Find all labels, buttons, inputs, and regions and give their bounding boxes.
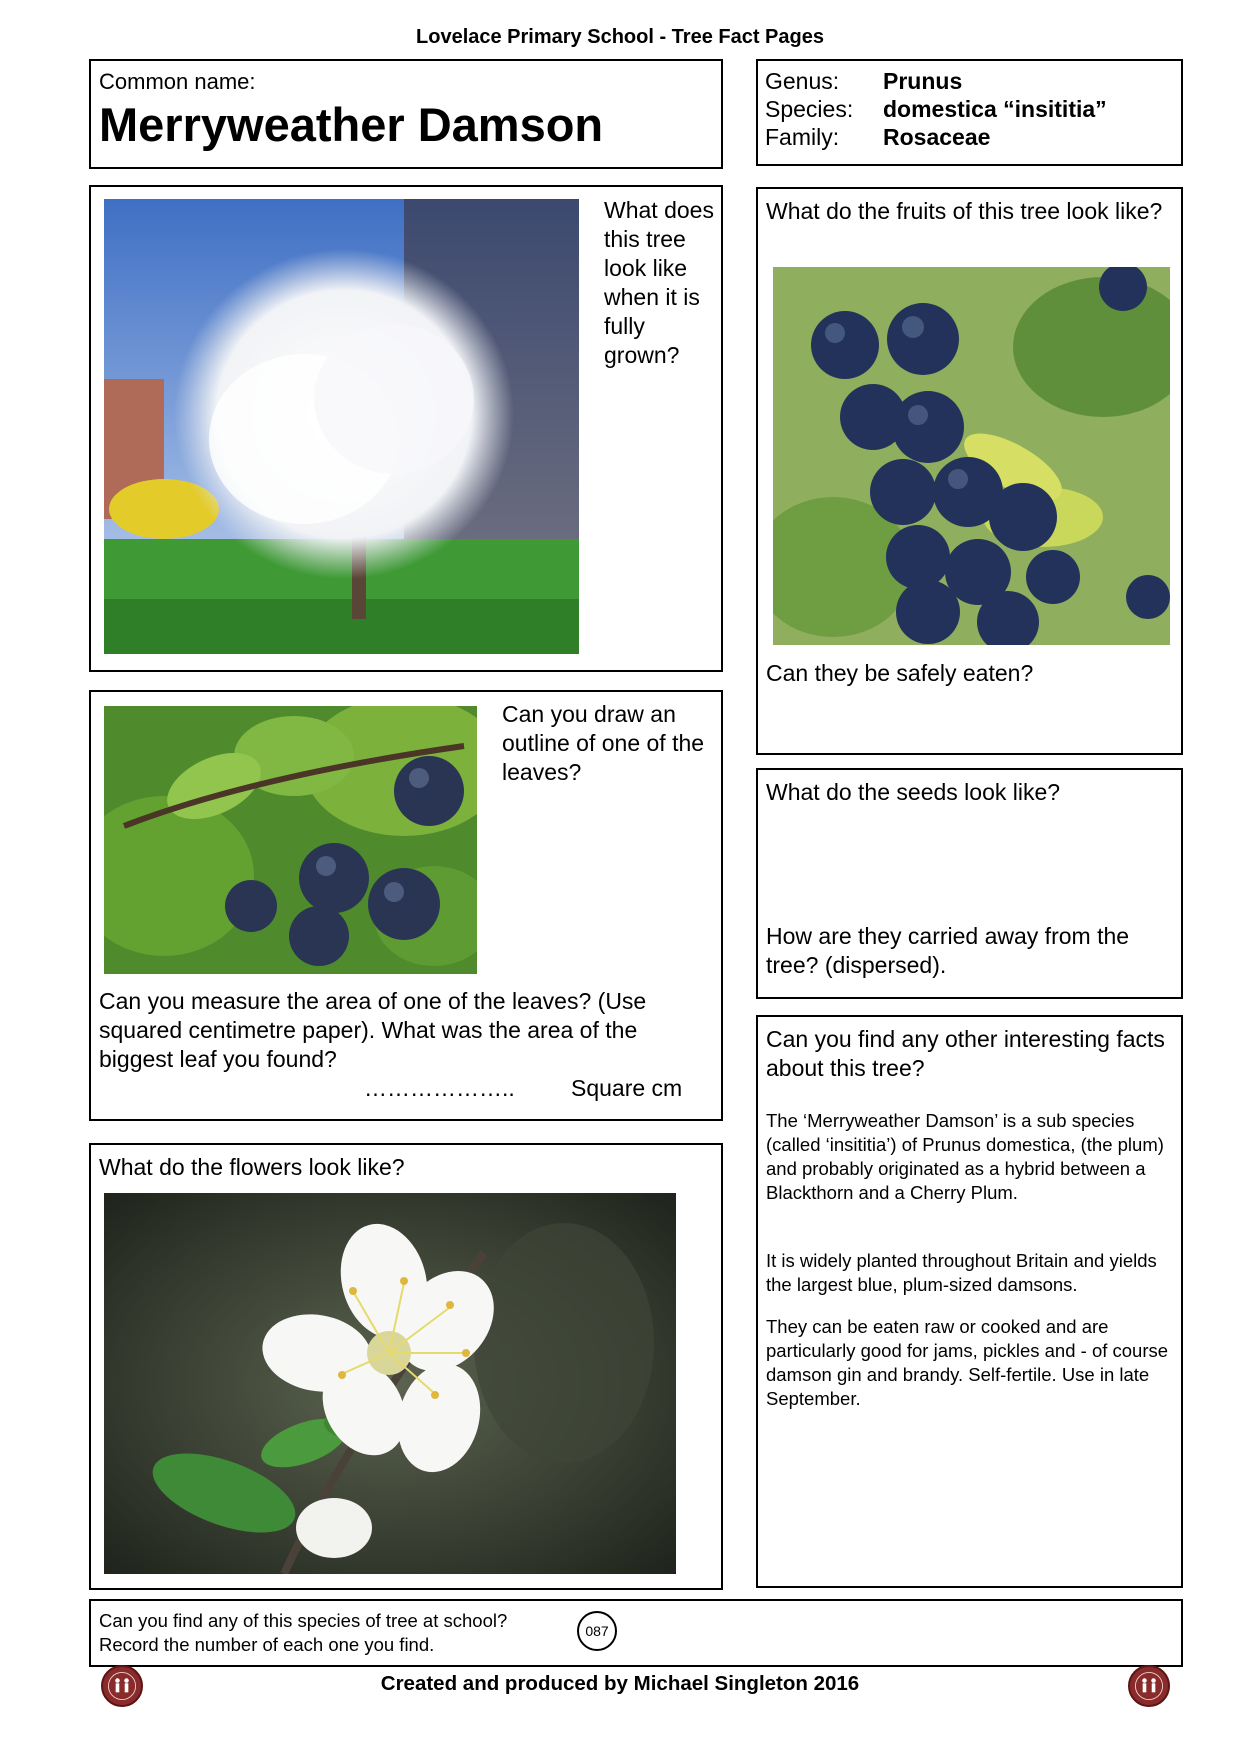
common-name-title: Merryweather Damson <box>99 98 604 151</box>
footer-credit: Created and produced by Michael Singleton 2016 <box>380 1672 860 1695</box>
flowers-box <box>89 1143 723 1590</box>
common-name-box <box>89 59 723 169</box>
facts-box <box>756 1015 1183 1588</box>
leaves-box <box>89 690 723 1121</box>
leaves-answer-unit: Square cm <box>571 1075 683 1101</box>
school-count-instruction: Record the number of each one you find. <box>99 1634 435 1655</box>
taxonomy-genus: Genus: Prunus <box>765 68 963 94</box>
common-name-label: Common name: <box>99 69 256 94</box>
leaves-photo <box>104 706 477 974</box>
fruits-photo <box>773 267 1170 645</box>
taxonomy-family: Family: Rosaceae <box>765 124 991 150</box>
tree-question: What does this tree look like when it is fully grown? <box>604 197 714 368</box>
taxonomy-list <box>765 67 1107 151</box>
leaves-answer-dots: ……………….. <box>364 1075 515 1101</box>
fruits-box <box>756 187 1183 755</box>
seeds-box <box>756 768 1183 999</box>
page-header: Lovelace Primary School - Tree Fact Pages <box>416 26 824 48</box>
fruits-edible-question: Can they be safely eaten? <box>766 660 1034 686</box>
taxonomy-species: Species: domestica “insititia” <box>765 96 1107 122</box>
tree-box <box>89 185 723 672</box>
fact-paragraph-2: It is widely planted throughout Britain and yields the largest blue, plum-sized damsons. <box>766 1250 1157 1295</box>
seeds-question: What do the seeds look like? <box>766 779 1061 805</box>
tree-photo <box>104 199 579 654</box>
school-logo-right-icon <box>1128 1665 1170 1707</box>
leaves-outline-question: Can you draw an outline of one of the leaves? <box>502 701 705 785</box>
flowers-photo <box>104 1193 676 1574</box>
school-count-box <box>89 1599 1183 1667</box>
school-count-question: Can you find any of this species of tree at school? <box>99 1610 508 1631</box>
page-number-badge: 087 <box>577 1611 617 1651</box>
fruits-question: What do the fruits of this tree look like? <box>766 198 1163 224</box>
fact-paragraph-3: They can be eaten raw or cooked and are particularly good for jams, pickles and - of course damson gin and brandy. Self-fertile. Use in late September. <box>766 1316 1169 1409</box>
seeds-dispersal-question: How are they carried away from the tree? (dispersed). <box>766 923 1130 978</box>
fact-paragraph-1: The ‘Merryweather Damson’ is a sub species (called ‘insititia’) of Prunus domestica, (the plum) and probably originated as a hybrid between a Blackthorn and a Cherry Plum. <box>766 1110 1164 1203</box>
taxonomy-box <box>756 59 1183 166</box>
facts-question: Can you find any other interesting facts about this tree? <box>766 1026 1165 1081</box>
flowers-question: What do the flowers look like? <box>99 1154 405 1180</box>
leaves-measure-question: Can you measure the area of one of the leaves? (Use squared centimetre paper). What was the area of the biggest leaf you found? <box>99 988 647 1072</box>
